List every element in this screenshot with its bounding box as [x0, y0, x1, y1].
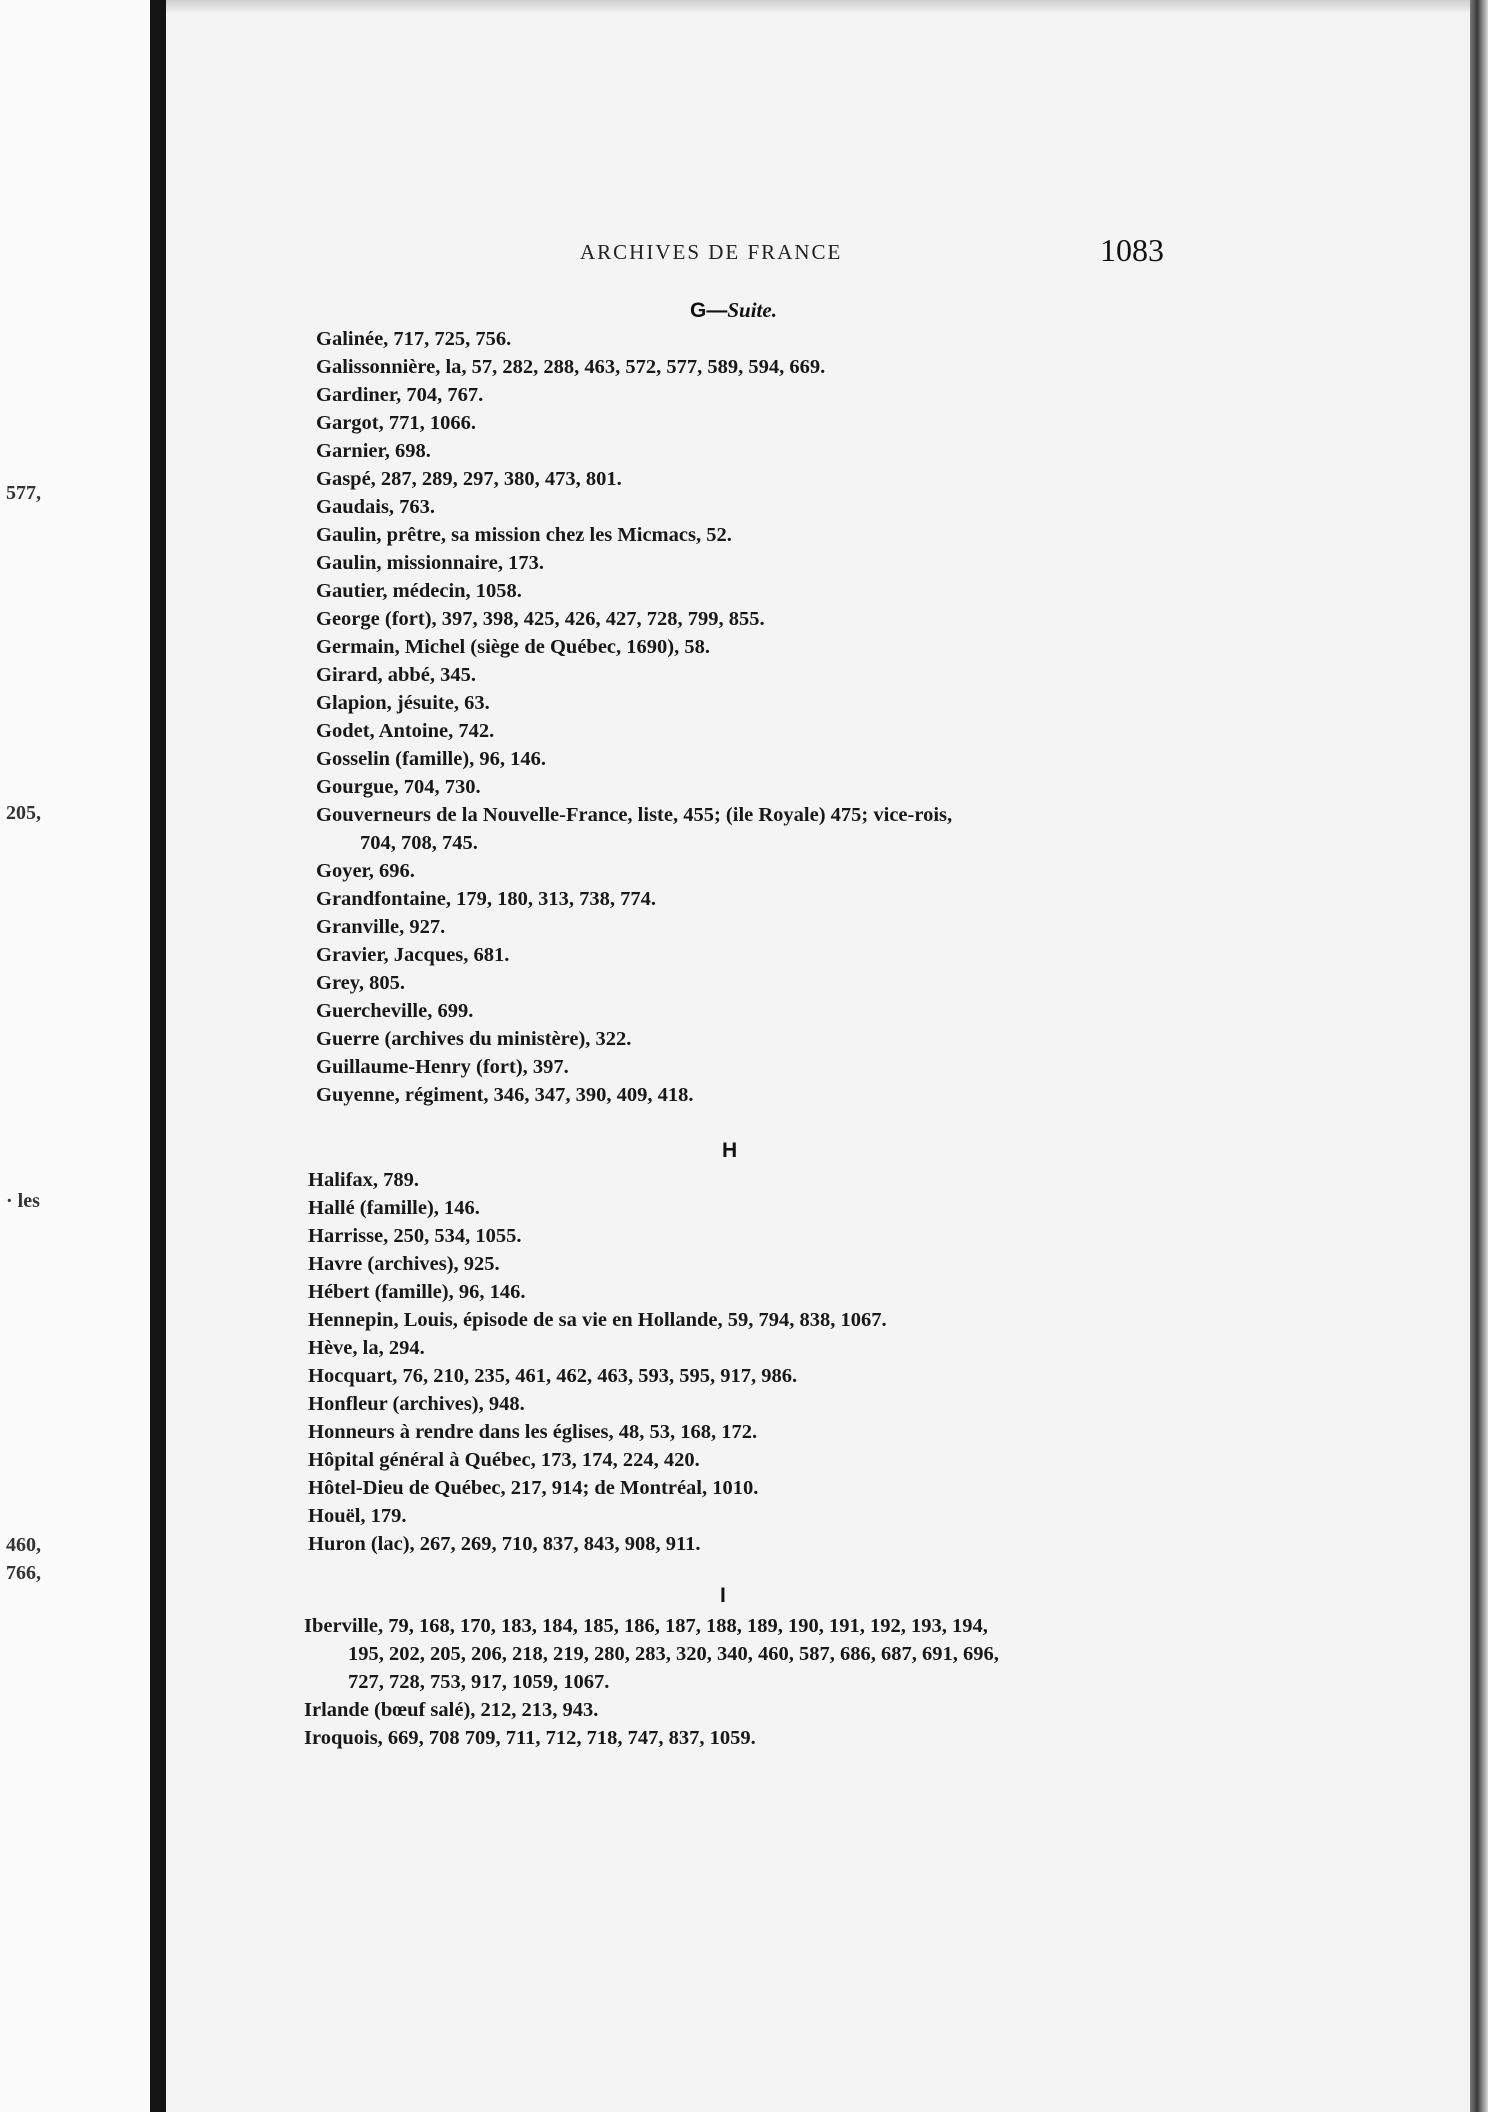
index-entry: Halifax, 789. [308, 1169, 420, 1191]
index-entry: Gosselin (famille), 96, 146. [316, 748, 547, 770]
index-entry: Houël, 179. [308, 1505, 407, 1527]
index-entry: Hennepin, Louis, épisode de sa vie en Hollande, 59, 794, 838, 1067. [308, 1309, 887, 1331]
index-entry: Gaulin, prêtre, sa mission chez les Micmacs, 52. [316, 524, 732, 546]
index-entry: Goyer, 696. [316, 860, 415, 882]
page-number: 1083 [1100, 232, 1164, 268]
left-margin-fragment: · les [6, 1190, 40, 1212]
index-entry: Gardiner, 704, 767. [316, 384, 484, 406]
index-entry: Garnier, 698. [316, 440, 431, 462]
index-entry: Gaulin, missionnaire, 173. [316, 552, 545, 574]
left-page-fragment [0, 0, 158, 2112]
entry-first-line: Iberville, 79, 168, 170, 183, 184, 185, 186, 187, 188, 189, 190, 191, 192, 193, 194, [304, 1615, 988, 1637]
section-heading-h: H [722, 1139, 738, 1162]
index-entry: Glapion, jésuite, 63. [316, 692, 490, 714]
index-entry: Honneurs à rendre dans les églises, 48, 53, 168, 172. [308, 1421, 758, 1443]
index-entry [304, 1612, 999, 1696]
index-entry: Iroquois, 669, 708 709, 711, 712, 718, 747, 837, 1059. [304, 1727, 756, 1749]
entry-continuation: 727, 728, 753, 917, 1059, 1067. [348, 1671, 610, 1693]
index-entry: Havre (archives), 925. [308, 1253, 500, 1275]
index-entry: Grandfontaine, 179, 180, 313, 738, 774. [316, 888, 656, 910]
index-entry: George (fort), 397, 398, 425, 426, 427, 728, 799, 855. [316, 608, 765, 630]
index-entry: Hève, la, 294. [308, 1337, 425, 1359]
index-entry: Harrisse, 250, 534, 1055. [308, 1225, 522, 1247]
running-head: ARCHIVES DE FRANCE [580, 240, 843, 264]
index-entry: Girard, abbé, 345. [316, 664, 477, 686]
index-entry: Gaspé, 287, 289, 297, 380, 473, 801. [316, 468, 622, 490]
index-entry: Galinée, 717, 725, 756. [316, 328, 512, 350]
index-entry: Honfleur (archives), 948. [308, 1393, 525, 1415]
index-entry: Guerre (archives du ministère), 322. [316, 1028, 632, 1050]
book-gutter [150, 0, 166, 2112]
section-suffix: Suite. [727, 298, 777, 322]
index-entry: Gourgue, 704, 730. [316, 776, 481, 798]
index-entry: Hôtel-Dieu de Québec, 217, 914; de Montréal, 1010. [308, 1477, 759, 1499]
index-entry: Hocquart, 76, 210, 235, 461, 462, 463, 593, 595, 917, 986. [308, 1365, 798, 1387]
entry-continuation: 704, 708, 745. [360, 832, 478, 854]
index-entry: Granville, 927. [316, 916, 446, 938]
index-entry: Gaudais, 763. [316, 496, 436, 518]
index-entry: Germain, Michel (siège de Québec, 1690), 58. [316, 636, 710, 658]
index-entry: Hébert (famille), 96, 146. [308, 1281, 526, 1303]
index-entry: Gargot, 771, 1066. [316, 412, 476, 434]
index-entry: Gravier, Jacques, 681. [316, 944, 510, 966]
index-entry: Grey, 805. [316, 972, 406, 994]
left-margin-fragment: 577, [6, 482, 41, 504]
index-entry: Hallé (famille), 146. [308, 1197, 480, 1219]
entry-first-line: Gouverneurs de la Nouvelle-France, liste, 455; (ile Royale) 475; vice-rois, [316, 804, 953, 826]
page-top-shadow [166, 0, 1470, 14]
section-heading-i: I [720, 1584, 726, 1607]
index-entry: Guyenne, régiment, 346, 347, 390, 409, 418. [316, 1084, 694, 1106]
index-entry: Huron (lac), 267, 269, 710, 837, 843, 908, 911. [308, 1533, 701, 1555]
index-entry: Irlande (bœuf salé), 212, 213, 943. [304, 1699, 599, 1721]
index-entry: Galissonnière, la, 57, 282, 288, 463, 572, 577, 589, 594, 669. [316, 356, 826, 378]
index-entry: Godet, Antoine, 742. [316, 720, 495, 742]
left-margin-fragment: 205, [6, 802, 41, 824]
entry-continuation: 195, 202, 205, 206, 218, 219, 280, 283, 320, 340, 460, 587, 686, 687, 691, 696, [348, 1643, 999, 1665]
left-margin-fragment: 766, [6, 1562, 41, 1584]
page-right-edge [1470, 0, 1488, 2112]
index-entry: Hôpital général à Québec, 173, 174, 224, 420. [308, 1449, 700, 1471]
index-entry: Gautier, médecin, 1058. [316, 580, 522, 602]
section-letter: G— [690, 299, 728, 322]
left-margin-fragment: 460, [6, 1534, 41, 1556]
index-entry [316, 801, 952, 857]
index-entry: Guillaume-Henry (fort), 397. [316, 1056, 569, 1078]
section-heading-g [690, 298, 777, 323]
index-entry: Guercheville, 699. [316, 1000, 474, 1022]
